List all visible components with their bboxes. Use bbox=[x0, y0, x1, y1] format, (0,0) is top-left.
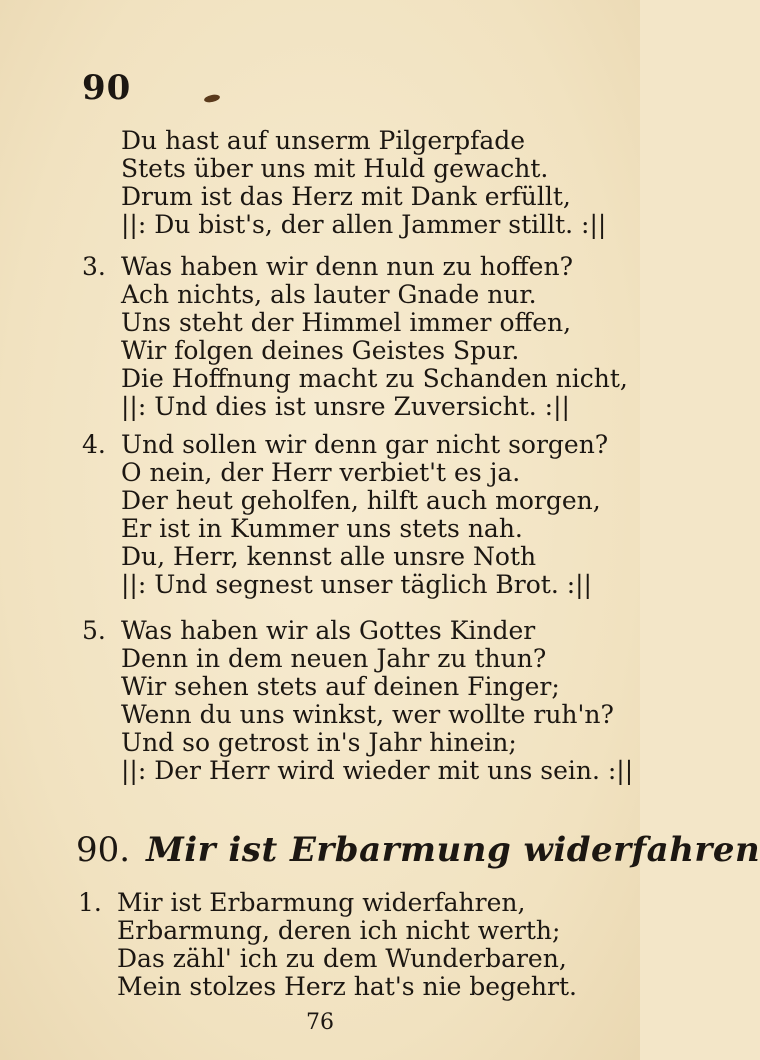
stanza-line: Ach nichts, als lauter Gnade nur. bbox=[121, 280, 537, 309]
stanza-line: Mir ist Erbarmung widerfahren, bbox=[117, 888, 526, 917]
stanza-line: Das zähl' ich zu dem Wunderbaren, bbox=[117, 944, 567, 973]
hymn-number: 90. bbox=[76, 830, 131, 870]
stanza-number: 4. bbox=[82, 430, 106, 459]
stanza-line: ||: Du bist's, der allen Jammer stillt. :|| bbox=[121, 210, 607, 239]
stanza-line: Drum ist das Herz mit Dank erfüllt, bbox=[121, 182, 571, 211]
stanza-line: Wir sehen stets auf deinen Finger; bbox=[121, 672, 560, 701]
stanza-line: Er ist in Kummer uns stets nah. bbox=[121, 514, 523, 543]
stanza-number: 5. bbox=[82, 616, 106, 645]
stanza-line: Erbarmung, deren ich nicht werth; bbox=[117, 916, 561, 945]
stanza-line: ||: Der Herr wird wieder mit uns sein. :|| bbox=[121, 756, 634, 785]
stanza-line: O nein, der Herr verbiet't es ja. bbox=[121, 458, 521, 487]
hymn-title-text: Mir ist Erbarmung widerfahren bbox=[146, 830, 760, 870]
stanza-line: Mein stolzes Herz hat's nie begehrt. bbox=[117, 972, 577, 1001]
page-header-number: 90 bbox=[82, 68, 132, 108]
ink-spot bbox=[203, 93, 220, 103]
stanza-line: Denn in dem neuen Jahr zu thun? bbox=[121, 644, 547, 673]
page-footer-number: 76 bbox=[306, 1010, 334, 1035]
stanza-line: Der heut geholfen, hilft auch morgen, bbox=[121, 486, 601, 515]
stanza-line: ||: Und dies ist unsre Zuversicht. :|| bbox=[121, 392, 570, 421]
hymn-title bbox=[76, 830, 760, 870]
stanza-number: 1. bbox=[78, 888, 102, 917]
stanza-line: Was haben wir denn nun zu hoffen? bbox=[121, 252, 573, 281]
stanza-line: Und so getrost in's Jahr hinein; bbox=[121, 728, 517, 757]
stanza-line: Du, Herr, kennst alle unsre Noth bbox=[121, 542, 537, 571]
stanza-line: Stets über uns mit Huld gewacht. bbox=[121, 154, 549, 183]
stanza-line: Was haben wir als Gottes Kinder bbox=[121, 616, 536, 645]
stanza-line: Uns steht der Himmel immer offen, bbox=[121, 308, 572, 337]
stanza-line: Wenn du uns winkst, wer wollte ruh'n? bbox=[121, 700, 614, 729]
stanza-line: ||: Und segnest unser täglich Brot. :|| bbox=[121, 570, 592, 599]
stanza-number: 3. bbox=[82, 252, 106, 281]
stanza-line: Wir folgen deines Geistes Spur. bbox=[121, 336, 520, 365]
stanza-line: Und sollen wir denn gar nicht sorgen? bbox=[121, 430, 609, 459]
stanza-line: Du hast auf unserm Pilgerpfade bbox=[121, 126, 526, 155]
stanza-line: Die Hoffnung macht zu Schanden nicht, bbox=[121, 364, 628, 393]
